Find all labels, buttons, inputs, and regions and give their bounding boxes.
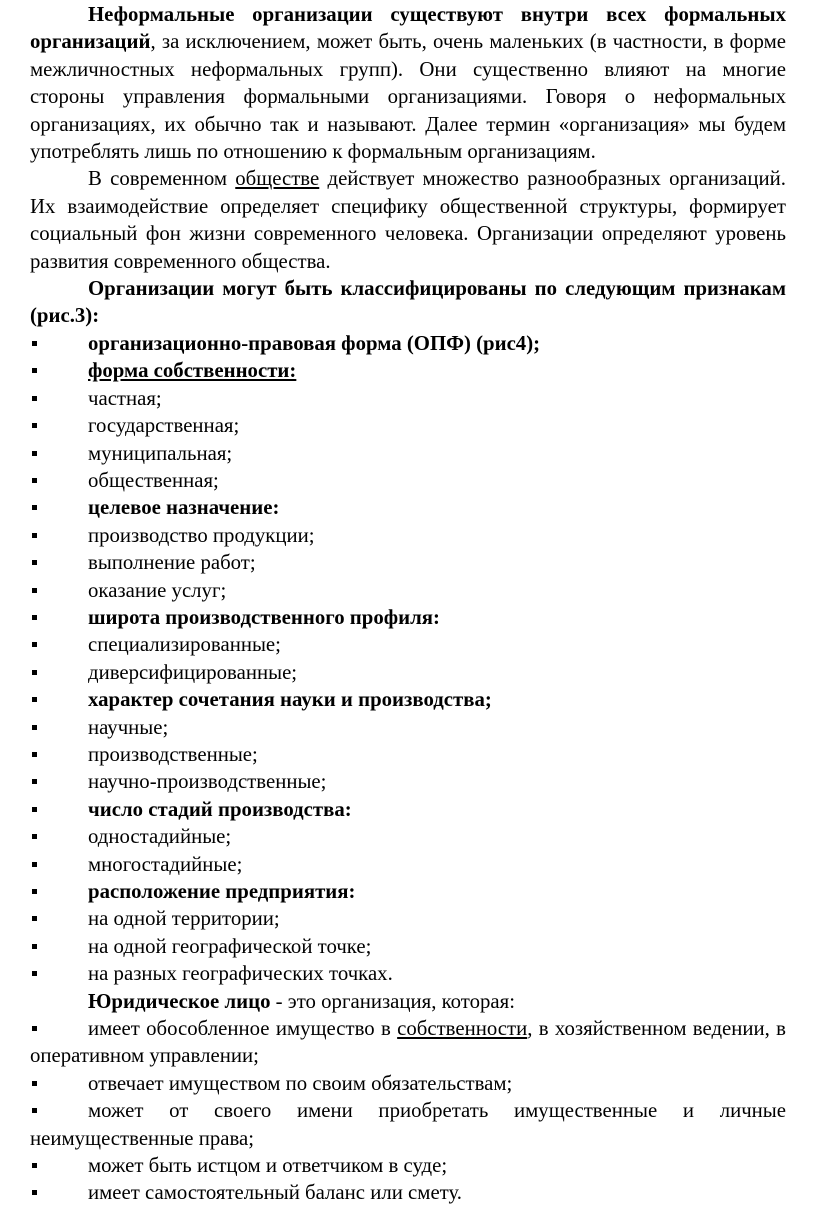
legal-entity-paragraph <box>30 988 786 1015</box>
list-item-label: организационно-правовая форма (ОПФ) (рис4); <box>88 331 541 355</box>
list-item <box>30 412 786 439</box>
intro-text: , за исключением, может быть, очень маленьких (в частности, в форме межличностных неформальных групп). Они существенно влияют на многие стороны управления формальными организациями. Говоря о неформальных организациях, их обычно так и называют. Далее термин «организация» мы будем употреблять лишь по отношению к формальным организациям. <box>30 30 786 164</box>
list-item-label: диверсифицированные; <box>88 660 298 684</box>
list-item-label: общественная; <box>88 468 219 492</box>
list-item-label: производственные; <box>88 742 258 766</box>
legal-entity-definition: - это организация, которая: <box>270 989 515 1013</box>
list-item <box>30 741 786 768</box>
list-item-label: государственная; <box>88 414 240 438</box>
property-link[interactable]: собственности <box>397 1017 528 1041</box>
list-item <box>30 522 786 549</box>
list-item <box>30 577 786 604</box>
list-item <box>30 933 786 960</box>
list-item <box>30 467 786 494</box>
list-item-label: расположение предприятия: <box>88 880 356 903</box>
list-item-label: характер сочетания науки и производства; <box>88 688 492 712</box>
list-item <box>30 851 786 878</box>
list-item-label: научные; <box>88 715 169 739</box>
list-item: может быть истцом и ответчиком в суде; <box>30 1152 786 1179</box>
list-item: отвечает имуществом по своим обязательствам; <box>30 1070 786 1097</box>
list-item-label: форма собственности: <box>88 359 297 383</box>
list-item: может от своего имени приобретать имущественные и личные неимущественные права; <box>30 1097 786 1152</box>
intro-paragraph <box>30 1 786 165</box>
list-item <box>30 659 786 686</box>
classification-list <box>30 330 786 988</box>
list-item <box>30 905 786 932</box>
list-item-label: частная; <box>88 386 162 410</box>
legal-entity-term: Юридическое лицо <box>88 989 271 1013</box>
list-item-label: специализированные; <box>88 633 281 657</box>
list-item-label: на одной географической точке; <box>88 934 372 958</box>
legal-entity-list <box>30 1015 786 1207</box>
list-item-label: научно-производственные; <box>88 770 327 794</box>
list-item-label: на разных географических точках. <box>88 962 393 986</box>
list-item-label: производство продукции; <box>88 523 315 547</box>
list-item-category <box>30 604 786 631</box>
list-item <box>30 1015 786 1070</box>
list-item-label: выполнение работ; <box>88 551 256 575</box>
list-item-label: одностадийные; <box>88 825 232 849</box>
list-item-category <box>30 330 786 357</box>
list-item <box>30 385 786 412</box>
list-item-label: многостадийные; <box>88 852 243 876</box>
list-item <box>30 768 786 795</box>
list-item-label: на одной территории; <box>88 907 280 931</box>
list-item: имеет самостоятельный баланс или смету. <box>30 1179 786 1206</box>
society-link[interactable]: обществе <box>235 167 320 191</box>
society-text-after: действует множество разнообразных организаций. Их взаимодействие определяет специфику общественной структуры, формирует социальный фон жизни современного человека. Организации определяют уровень развития современного общества. <box>30 167 786 273</box>
list-item-category <box>30 796 786 823</box>
list-item-label: число стадий производства: <box>88 797 352 821</box>
list-item <box>30 440 786 467</box>
list-item-category <box>30 494 786 521</box>
classification-heading: Организации могут быть классифицированы по следующим признакам (рис.3): <box>30 277 786 328</box>
intro-bold-text: Неформальные организации существуют внутри всех формальных организаций <box>30 3 786 54</box>
list-item-label: оказание услуг; <box>88 578 227 602</box>
list-item-label: целевое назначение: <box>88 496 280 520</box>
list-item-category <box>30 686 786 713</box>
society-text-before: В современном <box>88 167 236 191</box>
society-paragraph <box>30 165 786 275</box>
list-item <box>30 960 786 987</box>
document-page <box>30 0 786 1207</box>
list-item-label: муниципальная; <box>88 441 233 465</box>
list-item <box>30 549 786 576</box>
list-item <box>30 823 786 850</box>
legal-item-text: имеет обособленное имущество в <box>88 1017 398 1041</box>
list-item-category <box>30 357 786 384</box>
list-item <box>30 631 786 658</box>
list-item-label: широта производственного профиля: <box>88 605 440 629</box>
list-item-category <box>30 878 786 905</box>
legal-item-text: , в хозяйственном ведении, в оперативном управлении; <box>30 1017 786 1068</box>
list-item <box>30 714 786 741</box>
